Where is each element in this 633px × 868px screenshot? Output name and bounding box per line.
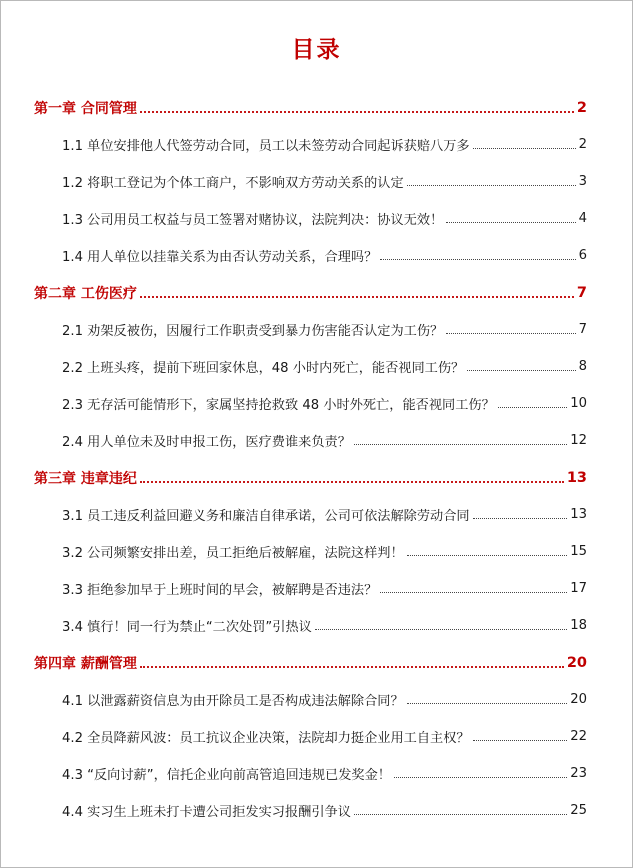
- chapter-title: 第二章 工伤医疗: [34, 285, 137, 302]
- dot-leader: [498, 407, 567, 408]
- dot-leader: [407, 703, 568, 704]
- section-title: 2.4 用人单位未及时申报工伤，医疗费谁来负责？: [62, 435, 351, 450]
- page-number: 8: [578, 359, 587, 374]
- dot-leader: [380, 592, 567, 593]
- dot-leader: [473, 148, 576, 149]
- dot-leader: [380, 259, 575, 260]
- toc-section-3-4[interactable]: [1, 607, 633, 644]
- page-number: 25: [570, 803, 587, 818]
- page-number: 10: [570, 396, 587, 411]
- toc-section-3-1[interactable]: [1, 496, 633, 533]
- dot-leader: [467, 370, 575, 371]
- page-number: 22: [570, 729, 587, 744]
- dot-leader: [446, 222, 575, 223]
- section-title: 4.1 以泄露薪资信息为由开除员工是否构成违法解除合同？: [62, 694, 404, 709]
- page-number: 15: [570, 544, 587, 559]
- dot-leader: [407, 555, 568, 556]
- toc-section-2-1[interactable]: [1, 311, 633, 348]
- dot-leader: [473, 518, 568, 519]
- toc-chapter-3[interactable]: [1, 459, 633, 496]
- toc-section-3-2[interactable]: [1, 533, 633, 570]
- dot-leader: [394, 777, 567, 778]
- toc-section-1-4[interactable]: [1, 237, 633, 274]
- section-title: 3.3 拒绝参加早于上班时间的早会，被解聘是否违法？: [62, 583, 378, 598]
- page-number: 20: [570, 692, 587, 707]
- page-number: 23: [570, 766, 587, 781]
- section-title: 1.2 将职工登记为个体工商户，不影响双方劳动关系的认定: [62, 176, 404, 191]
- page-number: 6: [578, 248, 587, 263]
- dot-leader: [140, 296, 574, 298]
- section-title: 2.2 上班头疼，提前下班回家休息，48 小时内死亡，能否视同工伤？: [62, 361, 465, 376]
- page-title: 目录: [291, 37, 342, 63]
- page-number: 18: [570, 618, 587, 633]
- toc-section-3-3[interactable]: [1, 570, 633, 607]
- page-number: 7: [576, 284, 587, 301]
- section-title: 3.1 员工违反利益回避义务和廉洁自律承诺，公司可依法解除劳动合同: [62, 509, 470, 524]
- toc-chapter-2[interactable]: [1, 274, 633, 311]
- section-title: 2.1 劝架反被伤，因履行工作职责受到暴力伤害能否认定为工伤？: [62, 324, 444, 339]
- dot-leader: [407, 185, 576, 186]
- page-number: 4: [578, 211, 587, 226]
- page-number: 3: [578, 174, 587, 189]
- section-title: 4.2 全员降薪风波：员工抗议企业决策，法院却力挺企业用工自主权？: [62, 731, 470, 746]
- section-title: 3.4 慎行！同一行为禁止“二次处罚”引热议: [62, 620, 312, 635]
- page-number: 20: [566, 654, 587, 671]
- dot-leader: [315, 629, 567, 630]
- table-of-contents: [1, 89, 633, 829]
- section-title: 4.4 实习生上班未打卡遭公司拒发实习报酬引争议: [62, 805, 351, 820]
- toc-chapter-1[interactable]: [1, 89, 633, 126]
- toc-section-1-2[interactable]: [1, 163, 633, 200]
- dot-leader: [140, 111, 574, 113]
- chapter-title: 第三章 违章违纪: [34, 470, 137, 487]
- section-title: 1.3 公司用员工权益与员工签署对赌协议，法院判决：协议无效！: [62, 213, 444, 228]
- page-number: 7: [578, 322, 587, 337]
- toc-section-4-2[interactable]: [1, 718, 633, 755]
- page-number: 12: [570, 433, 587, 448]
- page-number: 2: [578, 137, 587, 152]
- toc-section-2-4[interactable]: [1, 422, 633, 459]
- toc-section-2-2[interactable]: [1, 348, 633, 385]
- section-title: 1.4 用人单位以挂靠关系为由否认劳动关系，合理吗？: [62, 250, 378, 265]
- section-title: 4.3 “反向讨薪”，信托企业向前高管追回违规已发奖金！: [62, 768, 391, 783]
- page-number: 13: [566, 469, 587, 486]
- chapter-title: 第四章 薪酬管理: [34, 655, 137, 672]
- toc-section-4-1[interactable]: [1, 681, 633, 718]
- dot-leader: [140, 481, 564, 483]
- dot-leader: [354, 814, 567, 815]
- toc-section-1-3[interactable]: [1, 200, 633, 237]
- section-title: 2.3 无存活可能情形下，家属坚持抢救致 48 小时外死亡，能否视同工伤？: [62, 398, 495, 413]
- toc-section-1-1[interactable]: [1, 126, 633, 163]
- dot-leader: [446, 333, 575, 334]
- page-number: 2: [576, 99, 587, 116]
- section-title: 3.2 公司频繁安排出差，员工拒绝后被解雇，法院这样判！: [62, 546, 404, 561]
- dot-leader: [140, 666, 564, 668]
- dot-leader: [354, 444, 567, 445]
- chapter-title: 第一章 合同管理: [34, 100, 137, 117]
- page-number: 13: [570, 507, 587, 522]
- dot-leader: [473, 740, 568, 741]
- toc-section-4-3[interactable]: [1, 755, 633, 792]
- toc-section-2-3[interactable]: [1, 385, 633, 422]
- toc-section-4-4[interactable]: [1, 792, 633, 829]
- section-title: 1.1 单位安排他人代签劳动合同，员工以未签劳动合同起诉获赔八万多: [62, 139, 470, 154]
- toc-chapter-4[interactable]: [1, 644, 633, 681]
- page-number: 17: [570, 581, 587, 596]
